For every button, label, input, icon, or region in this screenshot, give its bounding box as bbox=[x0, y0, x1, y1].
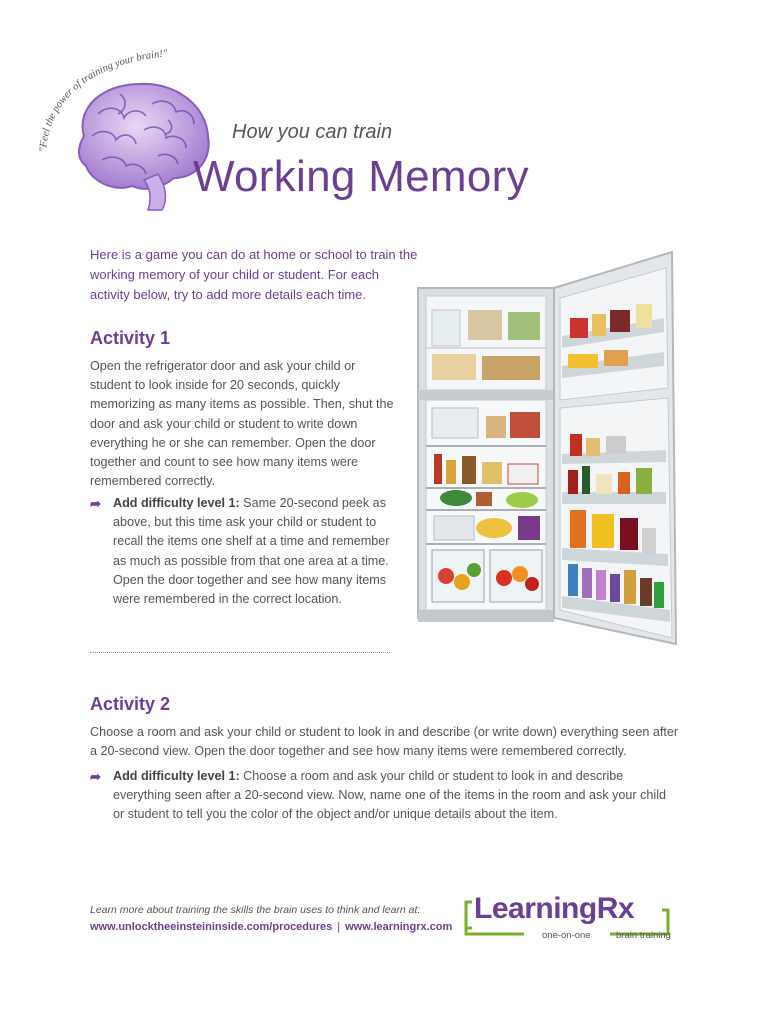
footer-learn-more: Learn more about training the skills the brain uses to think and learn at: bbox=[90, 904, 421, 916]
link-separator: | bbox=[337, 921, 341, 933]
activity1-bullet-text: Same 20-second peek as above, but this time ask your child or student to recall the items one shelf at a time and remember as much as possible from that one area at a time. Open the door together and see how many items were remembered in the correct location. bbox=[113, 496, 390, 607]
activity2-text: Choose a room and ask your child or student to look in and describe (or write down) everything seen after a 20-second view. Open the door together and see how many items were remembered correctly. bbox=[90, 725, 679, 759]
logo-tag-right: brain training bbox=[616, 930, 671, 941]
activity2-bullet bbox=[90, 767, 680, 825]
page-title: Working Memory bbox=[193, 152, 529, 201]
arrow-right-circle-icon: ➦ bbox=[90, 496, 101, 511]
activity2-heading: Activity 2 bbox=[90, 694, 171, 714]
arrow-right-circle-icon: ➦ bbox=[90, 769, 101, 784]
activity2-bullet-text: Choose a room and ask your child or student to look in and describe everything seen after a 20-second view. Now, name one of the items in the room and ask your child or student to tell you the color of the object and/or unique details about the item. bbox=[113, 769, 667, 822]
logo-name-learning: Learning bbox=[474, 892, 597, 925]
brain-illustration bbox=[62, 74, 214, 212]
footer-links bbox=[90, 921, 452, 933]
logo-name-rx: Rx bbox=[596, 892, 635, 925]
activity1-bullet bbox=[90, 494, 390, 609]
link-learningrx[interactable]: www.learningrx.com bbox=[345, 921, 453, 933]
activity1-text: Open the refrigerator door and ask your child or student to look inside for 20 seconds, quickly memorizing as many items as possible. Then, shut the door and ask your child or student to write down everything he or she can remember. Open the door together and count to see how many items were remembered correctly. bbox=[90, 359, 394, 489]
section-divider bbox=[90, 652, 390, 653]
intro-paragraph: Here is a game you can do at home or school to train the working memory of your child or student. For each activity below, try to add more details each time. bbox=[90, 247, 418, 302]
refrigerator-photo bbox=[410, 248, 682, 650]
tagline-text: "Feel the power of training your brain!" bbox=[37, 48, 168, 153]
link-procedures[interactable]: www.unlocktheeinsteininside.com/procedures bbox=[90, 921, 333, 933]
activity1-heading: Activity 1 bbox=[90, 328, 171, 348]
logo-tag-left: one-on-one bbox=[542, 930, 591, 941]
activity2-bullet-label: Add difficulty level 1: bbox=[113, 769, 240, 783]
learningrx-logo bbox=[462, 890, 678, 946]
activity1-bullet-label: Add difficulty level 1: bbox=[113, 496, 240, 510]
page-subtitle: How you can train bbox=[232, 121, 393, 143]
